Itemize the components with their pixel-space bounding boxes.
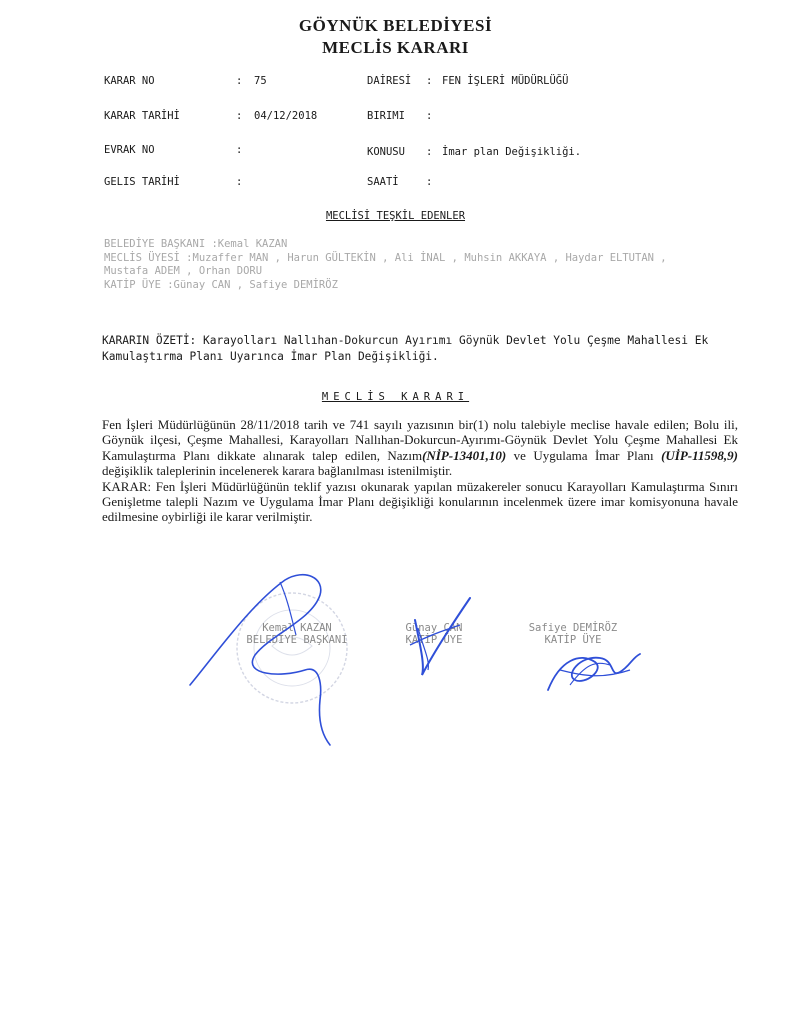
body-paragraph-2: KARAR: Fen İşleri Müdürlüğünün teklif yazısı okunarak yapılan müzakereler sonucu Karayolları Kamulaştırma Sınırı Genişletme talepli Nazım ve Uygulama İmar Planı değişikliği konularının incelenmek üzere imar komisyonuna havale edilmesine oybirliği ile karar verilmiştir.	[102, 478, 738, 525]
members-line-mayor: BELEDİYE BAŞKANI :Kemal KAZAN	[104, 238, 288, 250]
karar-no-value: 75	[254, 75, 267, 87]
members-line-clerks: KATİP ÜYE :Günay CAN , Safiye DEMİRÖZ	[104, 279, 338, 291]
summary-label: KARARIN ÖZETİ:	[102, 334, 197, 347]
body-p1-text-a: Fen İşleri Müdürlüğünün 28/11/2018 tarih ve 741 sayılı yazısının bir(1) nolu talebiyle meclise havale edilen; Bolu ili, Göynük ilçesi, Çeşme Mahallesi, Karayolları Nallıhan-Dokurcun-Ayırımı-Göynük Devlet Yolu Çeşme Mahallesi Ek Kamulaştırma Planı dikkate alınarak talep edilen, Nazım	[102, 417, 738, 463]
konusu-colon: :	[426, 146, 433, 158]
mayor-signature-scribble	[180, 560, 380, 750]
decision-heading: MECLİS KARARI	[321, 391, 470, 403]
signature-2-title: KATİP ÜYE	[405, 634, 463, 646]
body-p1-text-e: değişiklik taleplerinin incelenerek karara bağlanılması istenilmiştir.	[102, 463, 453, 479]
konusu-label: KONUSU	[367, 146, 405, 158]
birimi-label: BIRIMI	[367, 110, 405, 122]
uygulama-plan-code: (UİP-11598,9)	[661, 447, 738, 463]
safiye-signature-scribble	[540, 640, 650, 700]
karar-tarihi-value: 04/12/2018	[254, 110, 318, 122]
members-line-council-cont: Mustafa ADEM , Orhan DORU	[104, 265, 263, 277]
signature-1-title: BELEDİYE BAŞKANI	[246, 634, 348, 646]
members-line-council: MECLİS ÜYESİ :Muzaffer MAN , Harun GÜLTEKİN , Ali İNAL , Muhsin AKKAYA , Haydar ELTUTAN ,	[104, 252, 667, 264]
evrak-no-colon: :	[236, 144, 243, 156]
evrak-no-label: EVRAK NO	[104, 144, 155, 156]
karar-no-label: KARAR NO	[104, 75, 155, 87]
nazim-plan-code: (NİP-13401,10)	[422, 447, 507, 463]
saati-label: SAATİ	[367, 176, 399, 188]
karar-tarihi-colon: :	[236, 110, 243, 122]
gunay-signature-scribble	[400, 590, 480, 680]
document-title: GÖYNÜK BELEDİYESİ	[298, 16, 493, 35]
saati-colon: :	[426, 176, 433, 188]
decision-summary	[102, 333, 722, 365]
gelis-tarihi-label: GELIS TARİHİ	[104, 176, 180, 188]
body-p1-text-c: ve Uygulama İmar Planı	[506, 447, 662, 463]
karar-tarihi-label: KARAR TARİHİ	[104, 110, 180, 122]
dairesi-value: FEN İŞLERİ MÜDÜRLÜĞÜ	[442, 75, 569, 87]
gelis-tarihi-colon: :	[236, 176, 243, 188]
konusu-value: İmar plan Değişikliği.	[442, 146, 582, 158]
body-paragraph-1	[102, 417, 738, 479]
summary-text: Karayolları Nallıhan-Dokurcun Ayırımı Göynük Devlet Yolu Çeşme Mahallesi Ek Kamulaştırma Planı Uyarınca İmar Plan Değişikliği.	[102, 334, 709, 363]
karar-no-colon: :	[236, 75, 243, 87]
signature-3-title: KATİP ÜYE	[544, 634, 602, 646]
dairesi-colon: :	[426, 75, 433, 87]
birimi-colon: :	[426, 110, 433, 122]
members-heading: MECLİSİ TEŞKİL EDENLER	[325, 210, 466, 222]
signature-2-name: Günay CAN	[405, 622, 463, 634]
dairesi-label: DAİRESİ	[367, 75, 412, 87]
signature-1-name: Kemal KAZAN	[262, 622, 332, 634]
decision-body	[102, 417, 738, 525]
signature-3-name: Safiye DEMİRÖZ	[528, 622, 618, 634]
document-subtitle: MECLİS KARARI	[322, 38, 469, 57]
